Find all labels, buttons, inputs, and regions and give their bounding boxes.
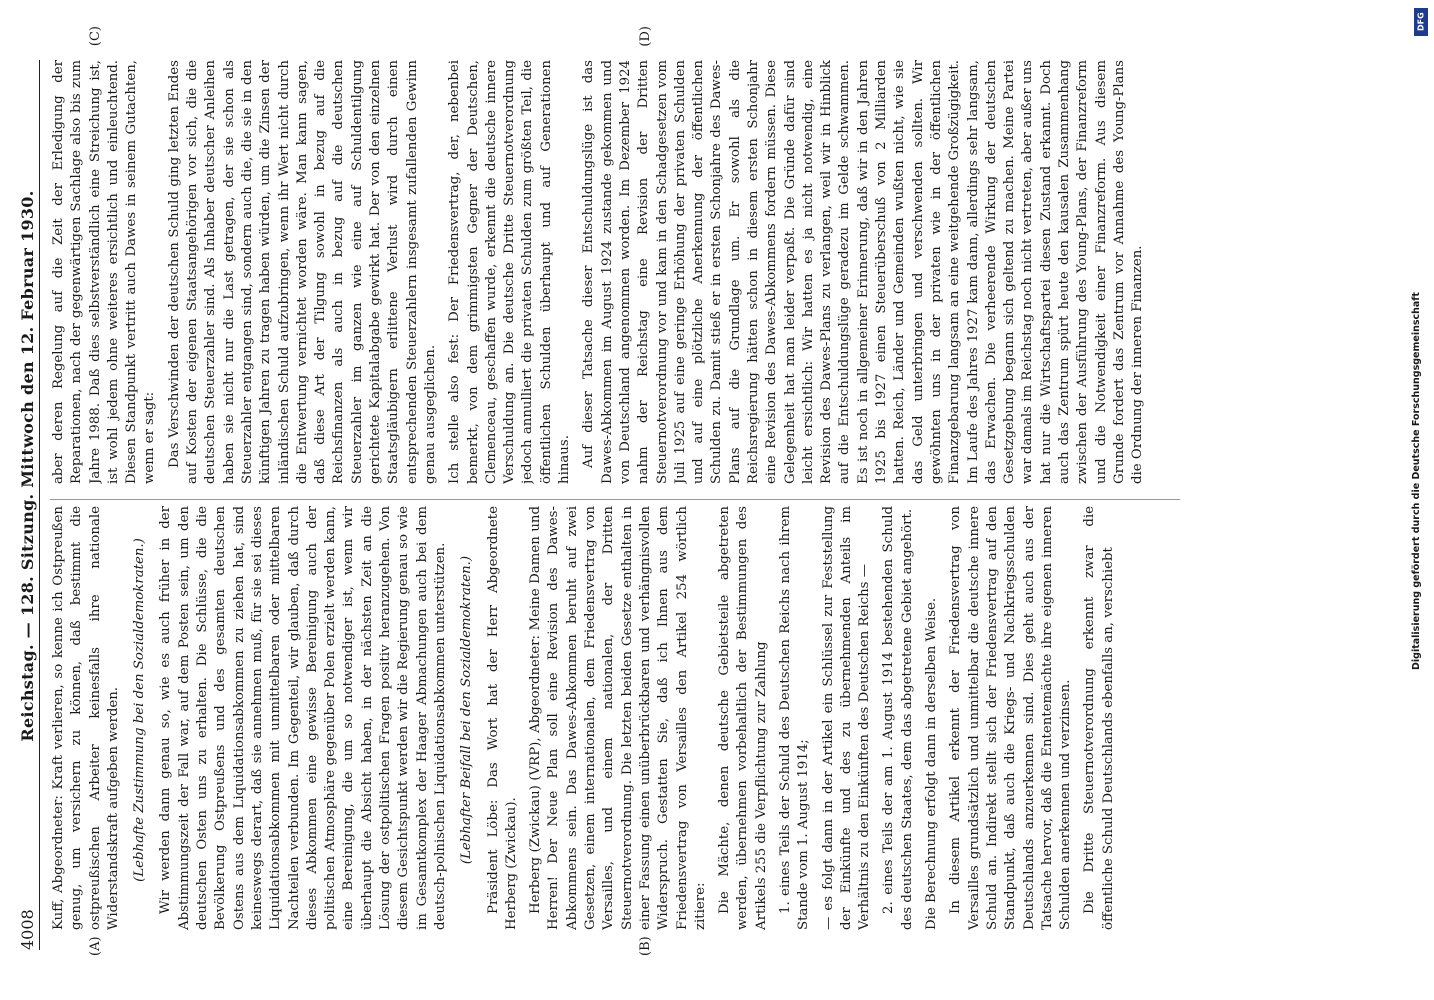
paragraph: Die Berechnung erfolgt dann in derselben Weise. (924, 597, 940, 930)
quote-paragraph: Die Mächte, denen deutsche Gebietsteile abgetreten werden, übernehmen vorbehaltlich der Bestimmungen des Artikels 255 die Verpflichtung zur Zahlung (717, 506, 769, 930)
digitization-note-text: Digitalisierung gefördert durch die Deutsche Forschungsgemeinschaft (1411, 292, 1422, 670)
paragraph: Wir werden dann genau so, wie es auch früher in der Abstimmungszeit der Fall war, auf dem Posten sein, um den deutschen Osten uns zu erhalten. Die Schlüsse, die die Bevölkerung Ostpreußens und des gesamten deutschen Ostens aus dem Liquidationsabkommen zu ziehen hat, sind keineswegs derart, daß sie annehmen muß, für sie sei dieses Liquidationsabkommen mit unmittelbaren oder mittelbaren Nachteilen verbunden. Im Gegenteil, wir glauben, daß durch dieses Abkommen eine gewisse Bereinigung auch der politischen Atmosphäre gegenüber Polen erzielt werden kann, eine Bereinigung, die um so notwendiger ist, wenn wir überhaupt die Absicht haben, in der nächsten Zeit an die Lösung der ostpolitischen Fragen positiv heranzugehen. Von diesem Gesichtspunkt werden wir die Regierung genau so wie im Gesamtkomplex der Haager Abmachungen auch bei dem deutsch-polnischen Liquidationsabkommen unterstützen. (158, 506, 448, 930)
paragraph: aber deren Regelung auf die Zeit der Erledigung der Reparationen, nach der gegenwärtigen Sachlage also bis zum Jahre 1988. Daß dies selbstverständlich eine Streichung ist, ist wohl jedem ohne weiteres ersichtlich und einleuchtend. Diesen Standpunkt vertritt auch Dawes in seinem Gutachten, wenn er sagt: (51, 60, 158, 484)
right-column (50, 60, 1180, 484)
paragraph: Die Dritte Steuernotverordnung erkennt zwar die öffentliche Schuld Deutschlands ebenfalls an, verschiebt (1082, 506, 1116, 930)
paragraph: In diesem Artikel erkennt der Friedensvertrag von Versailles grundsätzlich und unmittelbar die deutsche innere Schuld an. Indirekt stellt sich der Friedensvertrag auf den Standpunkt, daß auch die Kriegs- und Nachkriegsschulden Deutschlands anzuerkennen sind. Dies geht auch aus der Tatsache hervor, daß die Ententemächte ihre eigenen inneren Schulden anerkennen und verzinsen. (948, 506, 1074, 930)
stage-direction: (Lebhafter Beifall bei den Sozialdemokraten.) (459, 555, 475, 865)
stage-direction: (Lebhafte Zustimmung bei den Sozialdemokraten.) (132, 538, 148, 882)
speaker-paragraph: Präsident Löbe: Das Wort hat der Herr Abgeordnete Herberg (Zwickau). (485, 506, 519, 930)
paragraph: Ich stelle also fest: Der Friedensvertrag, der, nebenbei bemerkt, von dem grimmigsten Gegner der Deutschen, Clemenceau, geschaffen wurde, erkennt die deutsche innere Verschuldung an. Die deutsche Dritte Steuernotverordnung jedoch annulliert die privaten Schulden zum größten Teil, die öffentlichen Schulden überhaupt und auf Generationen hinaus. (447, 60, 573, 484)
left-column (50, 506, 1180, 930)
page-title: Reichstag. — 128. Sitzung. Mittwoch den 12. Februar 1930. (18, 190, 37, 742)
quote-paragraph: 1. eines Teils der Schuld des Deutschen Reichs nach ihrem Stande vom 1. August 1914; (777, 506, 812, 930)
margin-letter-d: (D) (638, 26, 653, 47)
text-columns (50, 60, 1180, 930)
margin-letter-a: (A) (88, 936, 103, 956)
speaker-paragraph: Herberg (Zwickau) (VRP), Abgeordneter: Meine Damen und Herren! Der Neue Plan soll eine Revision des Dawes-Abkommens sein. Das Dawes-Abkommen beruht auf zwei Gesetzen, einem internationalen, dem Friedensvertrag von Versailles, und einem nationalen, der Dritten Steuernotverordnung. Die letzten beiden Gesetze enthalten in einer Fassung einen unüberbrückbaren und verhängnisvollen Widerspruch. Gestatten Sie, daß ich Ihnen aus dem Friedensvertrag von Versailles den Artikel 254 wörtlich zitiere: (528, 506, 708, 930)
digitization-note (1410, 0, 1426, 1000)
paragraph: Auf dieser Tatsache dieser Entschuldungslüge ist das Dawes-Abkommen im August 1924 zustande gekommen und von Deutschland angenommen worden. Im Dezember 1924 nahm der Reichstag eine Revision der Dritten Steuernotverordnung vor und kam in den Schadgesetzen vom Juli 1925 auf eine geringe Erhöhung der privaten Schulden und auf eine plötzliche Anerkennung der öffentlichen Schulden zu. Damit stieß er in ersten Schonjahre des Dawes-Plans auf die Grundlage um. Er sowohl als die Reichsregierung hätten schon in diesem ersten Schonjahr eine Revision des Dawes-Abkommens fordern müssen. Diese Gelegenheit hat man leider verpaßt. Die Gründe dafür sind leicht ersichtlich: Wir hatten es ja nicht notwendig, eine Revision des Dawes-Plans zu verlangen, weil wir in Hinblick auf die Entschuldungslüge geradezu im Gelde schwammen. Es ist noch in allgemeiner Erinnerung, daß wir in den Jahren 1925 bis 1927 einen Steuerüberschuß von 2 Milliarden hatten. Reich, Länder und Gemeinden wußten nicht, wie sie das Geld unterbringen und verschwenden sollten. Wir gewöhnten uns in der privaten wie in der öffentlichen Finanzgebarung langsam an eine weitgehende Großzügigkeit. Im Laufe des Jahres 1927 kam dann, allerdings sehr langsam, das Erwachen. Die verheerende Wirkung der deutschen Gesetzgebung begann sich geltend zu machen. Meine Partei war damals im Reichstag noch nicht vertreten, aber außer uns hat nur die Wirtschaftspartei diesen Zustand erkannt. Doch auch das Zentrum spürt heute den kausalen Zusammenhang zwischen der Ausführung des Young-Plans, der Finanzreform und die Notwendigkeit einer Finanzreform. Aus diesem Grunde fordert das Zentrum vor Annahme des Young-Plans die Ordnung der inneren Finanzen. (581, 60, 1146, 484)
paragraph: Kuff, Abgeordneter: Kraft verlieren, so kenne ich Ostpreußen genug, um versichern zu können, daß bestimmt die ostpreußischen Arbeiter keinesfalls ihre nationale Widerstandskraft aufgeben werden. (51, 506, 121, 930)
page-number: 4008 (18, 909, 37, 950)
margin-letter-c: (C) (88, 26, 103, 47)
dfg-logo: DFG (1414, 8, 1428, 36)
margin-letter-b: (B) (638, 936, 653, 956)
quote-paragraph: Das Verschwinden der deutschen Schuld ging letzten Endes auf Kosten der eigenen Staatsangehörigen vor sich, die die deutschen Steuerzahler sind. Als Inhaber deutscher Anleihen haben sie nicht nur die Last getragen, der sie schon als Steuerzahler entgangen sind, sondern auch die, die sie in den künftigen Jahren zu tragen haben würden, um die Zinsen der inländischen Schuld aufzubringen, wenn ihr Wert nicht durch die Entwertung vernichtet worden wäre. Man kann sagen, daß diese Art der Tilgung sowohl in bezug auf die Reichsfinanzen als auch in bezug auf die deutschen Steuerzahler im ganzen wie eine auf Schuldentilgung gerichtete Kapitalabgabe gewirkt hat. Der von den einzelnen Staatsgläubigern erlittene Verlust wird durch einen entsprechenden Steuerzahlern insgesamt zufallenden Gewinn genau ausgeglichen. (166, 60, 438, 484)
quote-paragraph: 2. eines Teils der am 1. August 1914 bestehenden Schuld des deutschen Staates, dem das abgetretene Gebiet angehört. (881, 506, 915, 930)
page-header (18, 60, 40, 950)
paragraph: — es folgt dann in der Artikel ein Schlüssel zur Feststellung der Einkünfte und des zu übernehmenden Anteils im Verhältnis zu den Einkünften des Deutschen Reichs — (820, 506, 873, 930)
